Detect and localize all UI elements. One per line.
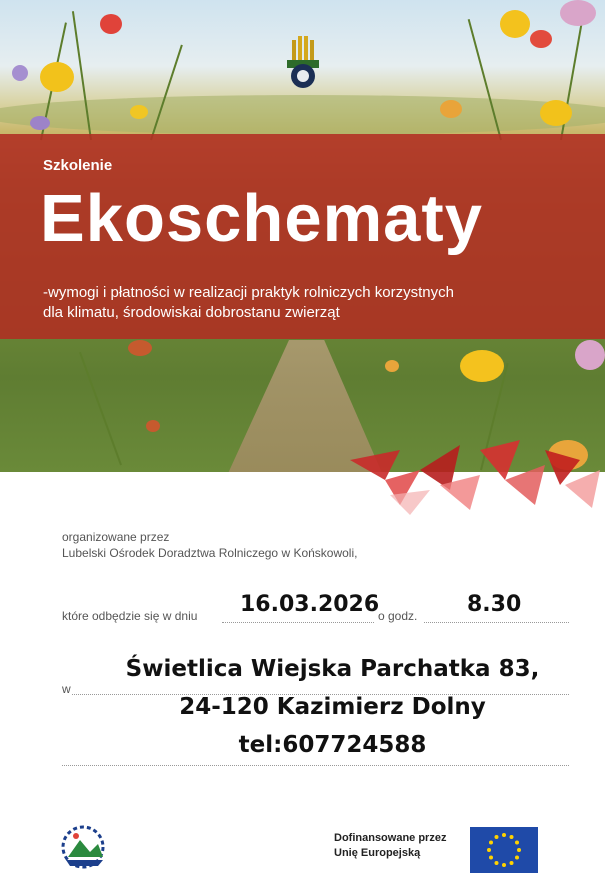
date-label: które odbędzie się w dniu [62, 609, 198, 623]
decorative-triangles [330, 440, 605, 515]
dotted-line [424, 622, 569, 623]
dotted-line [222, 622, 374, 623]
purple-flower [30, 116, 50, 130]
yellow-flower [540, 100, 572, 126]
venue-name: Świetlica Wiejska Parchatka 83, [125, 656, 540, 682]
orange-flower [440, 100, 462, 118]
yellow-flower [40, 62, 74, 92]
purple-flower [12, 65, 28, 81]
event-date: 16.03.2026 [240, 592, 380, 617]
place-label: w [62, 682, 71, 696]
yellow-flower [500, 10, 530, 38]
training-label: Szkolenie [43, 157, 113, 174]
grass-stem [79, 352, 122, 465]
venue-phone: tel:607724588 [238, 732, 427, 758]
eu-flag-icon [470, 827, 538, 873]
orange-flower [385, 360, 399, 372]
description-line: -wymogi i płatności w realizacji praktyk rolniczych korzystnych [43, 284, 454, 301]
poster-description [43, 283, 598, 323]
organizer-label: organizowane przez [62, 530, 170, 544]
event-time: 8.30 [467, 592, 522, 617]
yellow-flower [460, 350, 504, 382]
ldr-logo-icon [58, 822, 108, 872]
pink-flower [575, 340, 605, 370]
dotted-line [62, 765, 569, 766]
red-flower [530, 30, 552, 48]
eu-funding-line: Unię Europejską [334, 847, 421, 859]
crest-logo-icon [283, 34, 323, 90]
eu-funding-line: Dofinansowane przez [334, 832, 447, 844]
time-label: o godz. [378, 609, 418, 623]
yellow-flower [130, 105, 148, 119]
pink-flower [560, 0, 596, 26]
red-flower [100, 14, 122, 34]
organizer-name: Lubelski Ośrodek Doradztwa Rolniczego w Końskowoli, [62, 546, 358, 560]
description-line: dla klimatu, środowiskai dobrostanu zwierząt [43, 304, 340, 321]
eu-funding-text [334, 831, 446, 861]
brown-flower [146, 420, 160, 432]
poster-title: Ekoschematy [40, 181, 483, 256]
hill [0, 95, 605, 135]
venue-address: 24-120 Kazimierz Dolny [179, 694, 486, 720]
brown-flower [128, 340, 152, 356]
venue-block [60, 650, 605, 764]
